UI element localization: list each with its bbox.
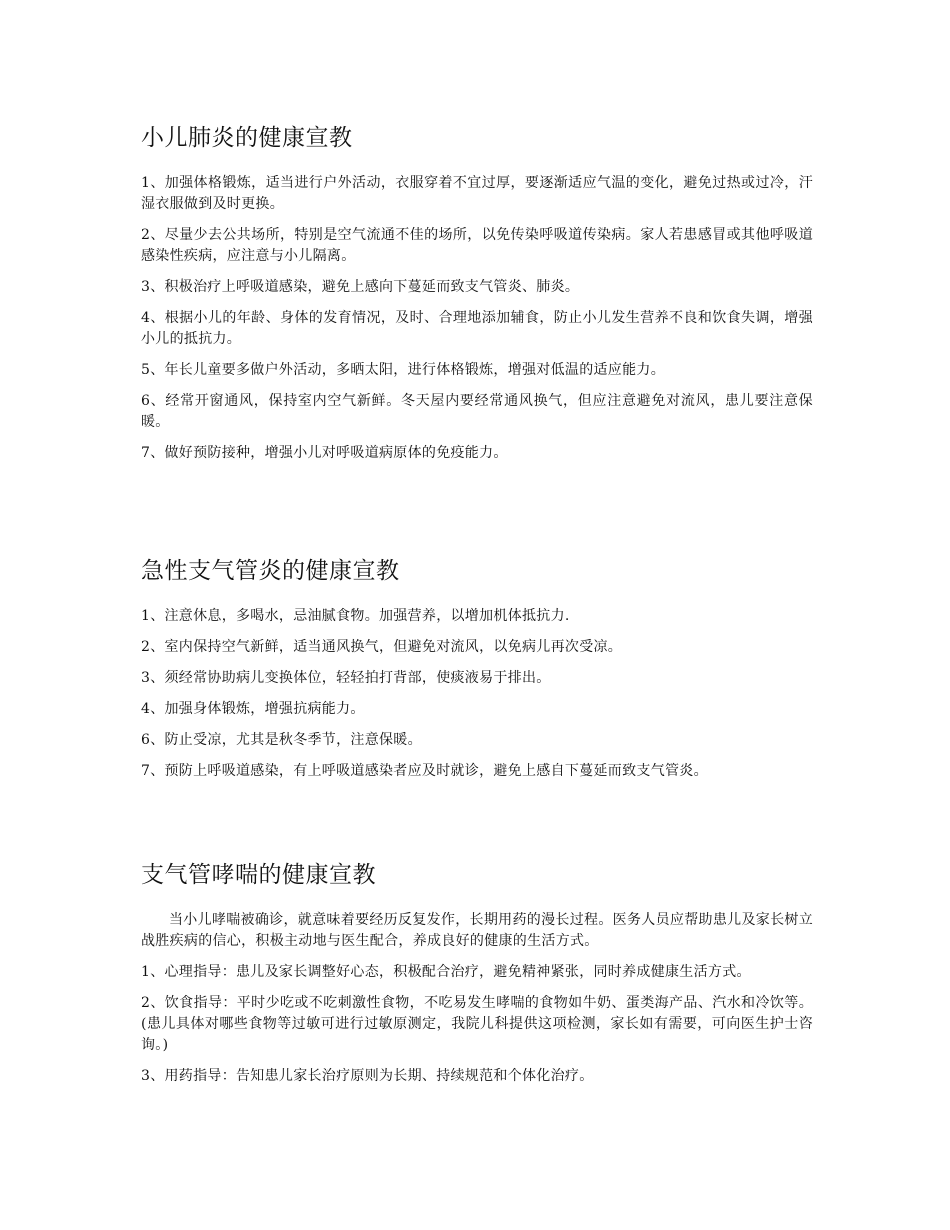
list-item: 3、须经常协助病儿变换体位，轻轻拍打背部，使痰液易于排出。: [141, 670, 551, 686]
list-item: 1、加强体格锻炼，适当进行户外活动，衣服穿着不宜过厚，要逐渐适应气温的变化，避免过热或过冷，汗湿衣服做到及时更换。: [141, 175, 813, 212]
list-item: 4、根据小儿的年龄、身体的发育情况，及时、合理地添加辅食，防止小儿发生营养不良和饮食失调，增强小儿的抵抗力。: [141, 310, 813, 347]
intro-paragraph: 当小儿哮喘被确诊，就意味着要经历反复发作，长期用药的漫长过程。医务人员应帮助患儿及家长树立战胜疾病的信心，积极主动地与医生配合，养成良好的健康的生活方式。: [141, 912, 813, 949]
list-item: 5、年长儿童要多做户外活动，多晒太阳，进行体格锻炼，增强对低温的适应能力。: [141, 362, 666, 378]
list-item: 2、尽量少去公共场所，特别是空气流通不佳的场所，以免传染呼吸道传染病。家人若患感冒或其他呼吸道感染性疾病，应注意与小儿隔离。: [141, 227, 813, 264]
list-item: 1、心理指导：患儿及家长调整好心态，积极配合治疗，避免精神紧张，同时养成健康生活方式。: [141, 964, 751, 980]
list-item: 7、做好预防接种，增强小儿对呼吸道病原体的免疫能力。: [141, 445, 508, 461]
section-title: 急性支气管炎的健康宣教: [141, 558, 400, 584]
list-item: 3、用药指导：告知患儿家长治疗原则为长期、持续规范和个体化治疗。: [141, 1068, 594, 1084]
list-item: 3、积极治疗上呼吸道感染，避免上感向下蔓延而致支气管炎、肺炎。: [141, 279, 580, 295]
list-item: 6、经常开窗通风，保持室内空气新鲜。冬天屋内要经常通风换气，但应注意避免对流风，患儿要注意保暖。: [141, 393, 813, 430]
list-item: 7、预防上呼吸道感染，有上呼吸道感染者应及时就诊，避免上感自下蔓延而致支气管炎。: [141, 763, 708, 779]
section-pneumonia: [141, 123, 813, 474]
list-item: 1、注意休息，多喝水，忌油腻食物。加强营养，以增加机体抵抗力.: [141, 608, 570, 624]
section-title: 支气管哮喘的健康宣教: [141, 862, 376, 888]
section-title: 小儿肺炎的健康宣教: [141, 125, 353, 151]
list-item: 2、饮食指导：平时少吃或不吃刺激性食物，不吃易发生哮喘的食物如牛奶、蛋类海产品、汽水和冷饮等。(患儿具体对哪些食物等过敏可进行过敏原测定，我院儿科提供这项检测，家长如有需要，可向医生护士咨询。): [141, 995, 813, 1053]
list-item: 6、防止受凉，尤其是秋冬季节，注意保暖。: [141, 732, 422, 748]
section-asthma: [141, 860, 813, 1097]
list-item: 4、加强身体锻炼，增强抗病能力。: [141, 701, 365, 717]
list-item: 2、室内保持空气新鲜，适当通风换气，但避免对流风，以免病儿再次受凉。: [141, 639, 623, 655]
section-bronchitis: [141, 556, 813, 792]
